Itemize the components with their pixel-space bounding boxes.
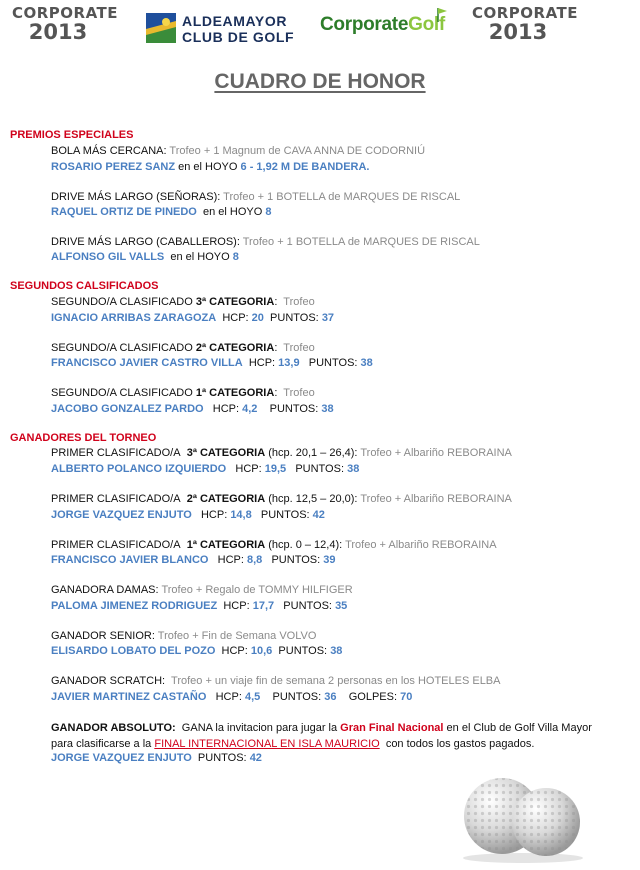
segundo-winner: IGNACIO ARRIBAS ZARAGOZA xyxy=(51,312,217,324)
drive-senoras-en-el: en el HOYO xyxy=(203,206,263,218)
hcp-label: HCP: xyxy=(200,509,228,521)
puntos-value: 38 xyxy=(347,463,360,475)
segundo-prize: Trofeo xyxy=(283,342,315,354)
year-text: 2013 xyxy=(28,20,88,44)
bola-hoyo: 6 - 1,92 M DE BANDERA. xyxy=(240,161,370,173)
absoluto-text2: en el Club de Golf Villa Mayor para clasificarse a la xyxy=(51,722,592,750)
drive-caballeros-hoyo: 8 xyxy=(232,251,239,263)
segundo-1-prize-line xyxy=(51,387,315,399)
hcp-value: 14,8 xyxy=(230,509,252,521)
hcp-label: HCP: xyxy=(248,357,276,369)
hcp-value: 4,2 xyxy=(242,403,258,415)
golpes-value: 70 xyxy=(400,691,413,703)
drive-caballeros-en-el: en el HOYO xyxy=(170,251,230,263)
hcp-value: 4,5 xyxy=(244,691,261,703)
segundo-2-prize-line xyxy=(51,342,315,354)
club-name-line1: ALDEAMAYOR xyxy=(182,13,288,29)
absoluto-text3: con todos los gastos pagados. xyxy=(385,738,535,750)
absoluto-label: GANADOR ABSOLUTO: xyxy=(51,722,176,734)
puntos-label: PUNTOS: xyxy=(271,554,321,566)
drive-senoras-prize-line xyxy=(51,191,460,203)
golf-flag-icon xyxy=(436,8,448,22)
gran-final-nacional: Gran Final Nacional xyxy=(340,722,444,734)
damas-winner: PALOMA JIMENEZ RODRIGUEZ xyxy=(51,600,218,612)
absoluto-winner: JORGE VAZQUEZ ENJUTO xyxy=(51,752,192,764)
hcp-value: 10,6 xyxy=(250,645,273,657)
damas-label: GANADORA DAMAS: xyxy=(51,584,159,596)
hcp-value: 8,8 xyxy=(247,554,263,566)
puntos-label: PUNTOS: xyxy=(270,312,319,324)
final-internacional: FINAL INTERNACIONAL EN ISLA MAURICIO xyxy=(154,738,380,750)
primero-winner: FRANCISCO JAVIER BLANCO xyxy=(51,554,209,566)
hcp-value: 19,5 xyxy=(264,463,287,475)
scratch-prize-line xyxy=(51,675,500,687)
puntos-value: 42 xyxy=(312,509,325,521)
drive-senoras-prize: Trofeo + 1 BOTELLA de MARQUES DE RISCAL xyxy=(223,191,461,203)
puntos-label: PUNTOS: xyxy=(278,645,328,657)
segundo-2-winner-line xyxy=(51,357,373,369)
senior-winner: ELISARDO LOBATO DEL POZO xyxy=(51,645,216,657)
corporate-text: CORPORATE xyxy=(12,4,119,22)
drive-senoras-hoyo: 8 xyxy=(265,206,272,218)
club-name-line2: CLUB DE GOLF xyxy=(182,29,295,45)
golpes-label: GOLPES: xyxy=(348,691,398,703)
corporate-golf-logo xyxy=(320,14,445,36)
primero-2-winner-line xyxy=(51,509,325,521)
primero-category: 3ª CATEGORIA xyxy=(186,447,266,459)
segundo-label: SEGUNDO/A CLASIFICADO xyxy=(51,342,193,354)
primero-label: PRIMER CLASIFICADO/A xyxy=(51,493,181,505)
drive-senoras-label: DRIVE MÁS LARGO (SEÑORAS): xyxy=(51,191,221,203)
hcp-value: 20 xyxy=(251,312,264,324)
section-heading-ganadores: GANADORES DEL TORNEO xyxy=(10,432,157,444)
corporate-golf-word: Corporate xyxy=(320,14,409,35)
puntos-label: PUNTOS: xyxy=(272,691,322,703)
puntos-value: 36 xyxy=(324,691,337,703)
year-text: 2013 xyxy=(488,20,548,44)
segundo-3-prize-line xyxy=(51,296,315,308)
scratch-winner: JAVIER MARTINEZ CASTAÑO xyxy=(51,691,207,703)
hcp-value: 17,7 xyxy=(252,600,275,612)
segundo-1-winner-line xyxy=(51,403,334,415)
primero-2-prize-line xyxy=(51,493,512,505)
puntos-value: 38 xyxy=(321,403,334,415)
corporate-text: CORPORATE xyxy=(472,4,579,22)
scratch-prize: Trofeo + un viaje fin de semana 2 personas en los HOTELES ELBA xyxy=(171,675,501,687)
puntos-value: 38 xyxy=(360,357,373,369)
segundo-category: 1ª CATEGORIA xyxy=(195,387,275,399)
bola-prize: Trofeo + 1 Magnum de CAVA ANNA DE CODORNIÚ xyxy=(169,145,426,157)
senior-prize: Trofeo + Fin de Semana VOLVO xyxy=(157,630,317,642)
puntos-label: PUNTOS: xyxy=(283,600,332,612)
absoluto-winner-line xyxy=(51,752,262,764)
drive-senoras-winner: RAQUEL ORTIZ DE PINEDO xyxy=(51,206,197,218)
primero-3-prize-line xyxy=(51,447,512,459)
puntos-label: PUNTOS: xyxy=(260,509,310,521)
scratch-winner-line xyxy=(51,691,412,703)
absoluto-paragraph xyxy=(51,720,611,752)
page-title: CUADRO DE HONOR xyxy=(214,70,426,93)
puntos-value: 39 xyxy=(323,554,336,566)
hcp-label: HCP: xyxy=(212,403,240,415)
hcp-label: HCP: xyxy=(235,463,262,475)
primero-category: 1ª CATEGORIA xyxy=(186,539,266,551)
primero-winner: ALBERTO POLANCO IZQUIERDO xyxy=(51,463,227,475)
segundo-prize: Trofeo xyxy=(283,296,315,308)
primero-1-winner-line xyxy=(51,554,335,566)
primero-prize: Trofeo + Albariño REBORAINA xyxy=(345,539,497,551)
senior-winner-line xyxy=(51,645,342,657)
segundo-label: SEGUNDO/A CLASIFICADO xyxy=(51,296,193,308)
hcp-label: HCP: xyxy=(222,312,249,324)
drive-caballeros-prize: Trofeo + 1 BOTELLA de MARQUES DE RISCAL xyxy=(242,236,480,248)
primero-3-winner-line xyxy=(51,463,359,475)
segundo-colon: : xyxy=(274,342,278,354)
bola-prize-line xyxy=(51,145,425,157)
primero-category: 2ª CATEGORIA xyxy=(186,493,266,505)
section-heading-segundos: SEGUNDOS CALSIFICADOS xyxy=(10,280,159,292)
primero-label: PRIMER CLASIFICADO/A xyxy=(51,447,181,459)
primero-1-prize-line xyxy=(51,539,497,551)
puntos-value: 37 xyxy=(321,312,335,324)
primero-prize: Trofeo + Albariño REBORAINA xyxy=(360,447,512,459)
senior-prize-line xyxy=(51,630,316,642)
senior-label: GANADOR SENIOR: xyxy=(51,630,155,642)
section-heading-premios: PREMIOS ESPECIALES xyxy=(10,129,134,141)
puntos-label: PUNTOS: xyxy=(295,463,345,475)
bola-label: BOLA MÁS CERCANA: xyxy=(51,145,167,157)
drive-caballeros-label: DRIVE MÁS LARGO (CABALLEROS): xyxy=(51,236,240,248)
puntos-label: PUNTOS: xyxy=(308,357,358,369)
primero-winner: JORGE VAZQUEZ ENJUTO xyxy=(51,509,192,521)
segundo-colon: : xyxy=(274,387,278,399)
bola-winner: ROSARIO PEREZ SANZ xyxy=(51,161,176,173)
bola-winner-line xyxy=(51,161,370,173)
segundo-category: 2ª CATEGORIA xyxy=(195,342,275,354)
segundo-winner: FRANCISCO JAVIER CASTRO VILLA xyxy=(51,357,243,369)
puntos-value: 42 xyxy=(249,752,262,764)
drive-caballeros-prize-line xyxy=(51,236,480,248)
absoluto-text1: GANA la invitacion para jugar la xyxy=(181,722,338,734)
corporate-2013-logo-left xyxy=(12,4,119,44)
drive-caballeros-winner: ALFONSO GIL VALLS xyxy=(51,251,165,263)
puntos-value: 38 xyxy=(330,645,343,657)
scratch-label: GANADOR SCRATCH: xyxy=(51,675,166,687)
puntos-value: 35 xyxy=(335,600,348,612)
corporate-2013-logo-right xyxy=(472,4,579,44)
club-emblem-icon xyxy=(146,13,176,43)
primero-range: (hcp. 12,5 – 20,0): xyxy=(268,493,358,505)
segundo-category: 3ª CATEGORIA xyxy=(195,296,275,308)
hcp-label: HCP: xyxy=(223,600,250,612)
primero-range: (hcp. 0 – 12,4): xyxy=(268,539,343,551)
damas-prize: Trofeo + Regalo de TOMMY HILFIGER xyxy=(161,584,353,596)
aldeamayor-club-logo xyxy=(146,12,306,46)
drive-caballeros-winner-line xyxy=(51,251,239,263)
damas-prize-line xyxy=(51,584,353,596)
primero-prize: Trofeo + Albariño REBORAINA xyxy=(360,493,512,505)
segundo-prize: Trofeo xyxy=(283,387,315,399)
golf-balls-icon xyxy=(458,768,588,864)
hcp-label: HCP: xyxy=(215,691,242,703)
puntos-label: PUNTOS: xyxy=(197,752,247,764)
segundo-label: SEGUNDO/A CLASIFICADO xyxy=(51,387,193,399)
hcp-label: HCP: xyxy=(217,554,244,566)
primero-range: (hcp. 20,1 – 26,4): xyxy=(268,447,358,459)
hcp-value: 13,9 xyxy=(278,357,300,369)
primero-label: PRIMER CLASIFICADO/A xyxy=(51,539,181,551)
segundo-colon: : xyxy=(274,296,278,308)
hcp-label: HCP: xyxy=(221,645,248,657)
segundo-3-winner-line xyxy=(51,312,334,324)
drive-senoras-winner-line xyxy=(51,206,272,218)
damas-winner-line xyxy=(51,600,347,612)
bola-en-el: en el HOYO xyxy=(178,161,238,173)
puntos-label: PUNTOS: xyxy=(269,403,319,415)
golf-word: Golf xyxy=(408,14,445,35)
segundo-winner: JACOBO GONZALEZ PARDO xyxy=(51,403,204,415)
